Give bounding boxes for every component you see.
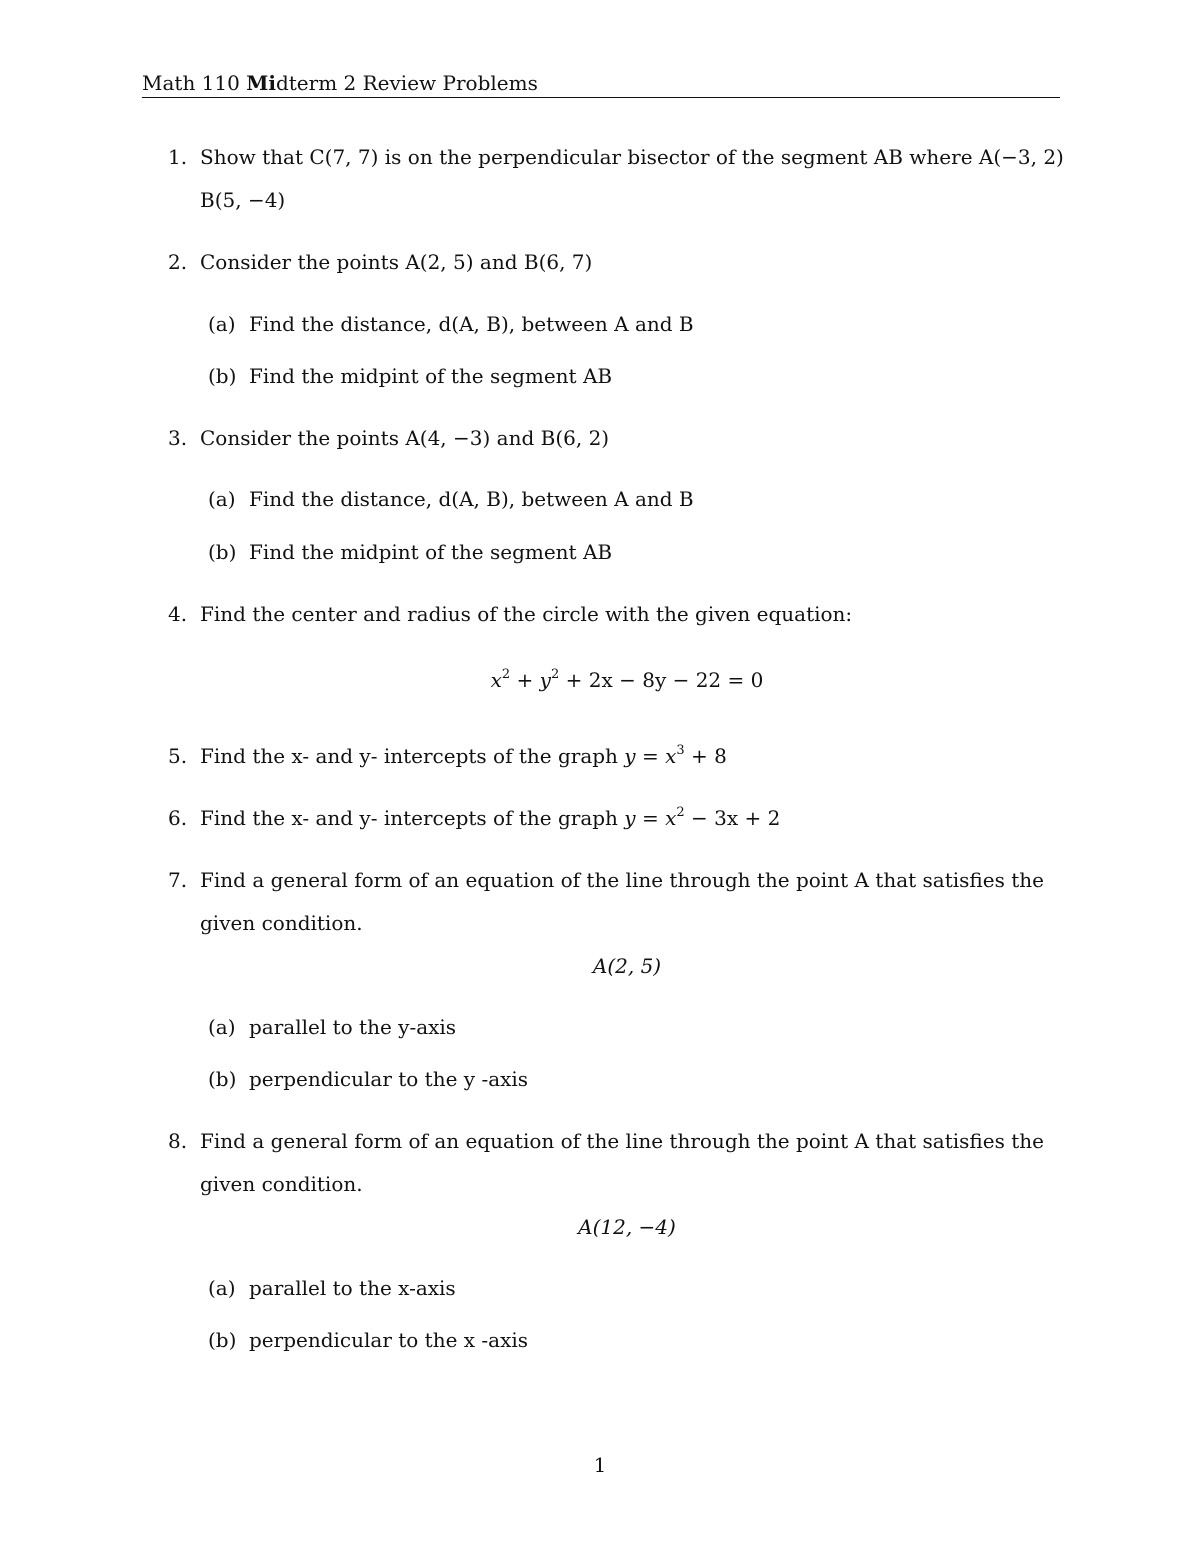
eq-y-exponent: 2: [550, 667, 560, 682]
header-bold: Mi: [246, 71, 276, 95]
problem-7a-label: (a): [208, 1015, 236, 1039]
problem-2-number: 2.: [168, 250, 188, 274]
problem-2b-label: (b): [208, 364, 237, 388]
problem-3b-label: (b): [208, 540, 237, 564]
problem-8b-label: (b): [208, 1328, 237, 1352]
problem-8-text-cont: given condition.: [200, 1172, 363, 1196]
problem-2b-text: Find the midpint of the segment AB: [249, 364, 613, 388]
problem-7b-text: perpendicular to the y -axis: [249, 1067, 529, 1091]
problem-8a-label: (a): [208, 1276, 236, 1300]
eq-plus: +: [510, 668, 540, 692]
problem-5-eq-b: + 8: [684, 744, 727, 768]
problem-5-eq-a: y = x: [624, 744, 677, 768]
page-header: [142, 68, 1060, 98]
problem-7b-label: (b): [208, 1067, 237, 1091]
problem-3a-text: Find the distance, d(A, B), between A and B: [249, 487, 694, 511]
problem-4-number: 4.: [168, 602, 188, 626]
header-prefix: Math 110: [142, 71, 247, 95]
eq-x: x: [490, 668, 502, 692]
problem-8b-text: perpendicular to the x -axis: [249, 1328, 529, 1352]
header-rule: [142, 97, 1060, 98]
problem-3-text: Consider the points A(4, −3) and B(6, 2): [200, 426, 610, 450]
problem-6-number: 6.: [168, 806, 188, 830]
problem-6-eq-a: y = x: [624, 806, 677, 830]
problem-3-number: 3.: [168, 426, 188, 450]
problem-6-text: [200, 803, 780, 833]
problem-7-point: A(2, 5): [592, 954, 662, 978]
eq-x-exponent: 2: [501, 667, 511, 682]
problem-3b-text: Find the midpint of the segment AB: [249, 540, 613, 564]
problem-5-eq-exponent: 3: [676, 743, 685, 758]
problem-5-prompt: Find the x- and y- intercepts of the graph: [200, 744, 625, 768]
eq-y: y: [539, 668, 551, 692]
problem-6-eq-exponent: 2: [676, 805, 685, 820]
problem-7-number: 7.: [168, 868, 188, 892]
problem-1-number: 1.: [168, 145, 188, 169]
problem-4-text: Find the center and radius of the circle with the given equation:: [200, 602, 853, 626]
problem-8-text: Find a general form of an equation of the line through the point A that satisfies the: [200, 1129, 1044, 1153]
problem-3a-label: (a): [208, 487, 236, 511]
problem-8-point: A(12, −4): [578, 1215, 676, 1239]
problem-1-text-cont: B(5, −4): [200, 188, 286, 212]
problem-7-text: Find a general form of an equation of the line through the point A that satisfies the: [200, 868, 1044, 892]
header-suffix: dterm 2 Review Problems: [275, 71, 538, 95]
problem-6-eq-b: − 3x + 2: [684, 806, 781, 830]
problem-2a-text: Find the distance, d(A, B), between A and B: [249, 312, 694, 336]
problem-2-text: Consider the points A(2, 5) and B(6, 7): [200, 250, 593, 274]
problem-8-number: 8.: [168, 1129, 188, 1153]
eq-rest: + 2x − 8y − 22 = 0: [559, 668, 764, 692]
problem-8a-text: parallel to the x-axis: [249, 1276, 456, 1300]
problem-5-number: 5.: [168, 744, 188, 768]
page-number: 1: [593, 1453, 607, 1477]
problem-1-text: Show that C(7, 7) is on the perpendicular bisector of the segment AB where A(−3, 2): [200, 145, 1064, 169]
problem-4-equation: [142, 665, 1112, 695]
problem-7-text-cont: given condition.: [200, 911, 363, 935]
problem-5-text: [200, 741, 727, 771]
problem-2a-label: (a): [208, 312, 236, 336]
problem-7a-text: parallel to the y-axis: [249, 1015, 457, 1039]
problem-6-prompt: Find the x- and y- intercepts of the graph: [200, 806, 625, 830]
